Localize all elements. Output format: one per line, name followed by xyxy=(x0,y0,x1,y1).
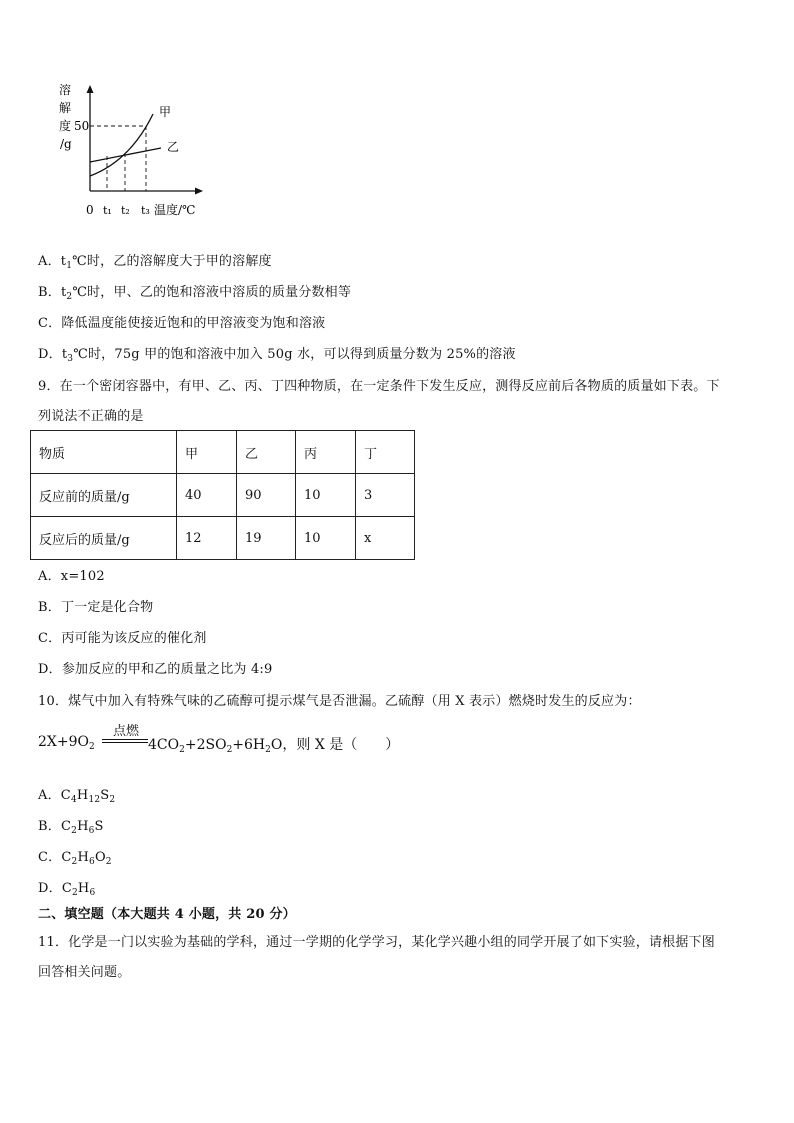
y-axis-arrow xyxy=(87,85,94,93)
table-cell: 19 xyxy=(237,517,296,560)
y-tick-50: 50 xyxy=(74,119,90,133)
y-label-char-1: 溶 xyxy=(59,83,72,97)
table-header-cell: 丁 xyxy=(356,431,415,474)
option-letter: D． xyxy=(38,347,62,362)
q8-option-d[interactable]: D．$t_3℃$时，75g 甲的饱和溶液中加入 50g 水，可以得到质量分数为 25%的溶液 xyxy=(38,347,516,364)
curve-jia xyxy=(90,114,153,176)
table-cell: 40 xyxy=(177,474,237,517)
q9-option-b[interactable]: B．丁一定是化合物 xyxy=(38,600,154,615)
q9-option-a[interactable]: A．x=102 xyxy=(38,569,105,584)
series-label-jia: 甲 xyxy=(159,105,172,119)
table-row xyxy=(31,474,415,517)
section-title-fill-in: 二、填空题（本大题共 4 小题，共 20 分） xyxy=(38,907,296,922)
option-letter: C． xyxy=(38,316,62,331)
x-tick-t3: t₃ xyxy=(141,204,150,217)
table-header-cell: 物质 xyxy=(31,431,177,474)
q10-option-a[interactable]: A．$C_4H_{12}S_2$ xyxy=(38,788,116,805)
y-label-char-2: 解 xyxy=(59,101,72,115)
equation-right: $4CO_2+2SO_2+6H_2O$，则 X 是（ ） xyxy=(148,737,400,755)
equation-bar-bottom xyxy=(102,742,148,743)
table-header-cell: 甲 xyxy=(177,431,237,474)
guide-lines xyxy=(90,126,146,191)
table-cell: 反应前的质量/g xyxy=(31,474,177,517)
chart-axes xyxy=(90,90,198,191)
q10-option-d[interactable]: D．$C_2H_6$ xyxy=(38,881,96,898)
mass-table xyxy=(30,430,415,560)
x-tick-t1: t₁ xyxy=(103,204,112,217)
table-cell: 10 xyxy=(296,517,356,560)
q10-option-b[interactable]: B．$C_2H_6S$ xyxy=(38,819,104,836)
solubility-chart xyxy=(55,78,215,223)
option-letter: B． xyxy=(38,285,61,300)
x-axis-arrow xyxy=(195,188,203,195)
x-tick-0: 0 xyxy=(86,203,94,217)
q10-stem: 10．煤气中加入有特殊气味的乙硫醇可提示煤气是否泄漏。乙硫醇（用 X 表示）燃烧时发生的反应为： xyxy=(38,694,641,709)
q8-option-a[interactable]: A．$t_1℃$时，乙的溶解度大于甲的溶解度 xyxy=(38,254,272,271)
table-cell: 3 xyxy=(356,474,415,517)
q9-stem-line2: 列说法不正确的是 xyxy=(38,409,144,424)
table-header-row xyxy=(31,431,415,474)
table-cell: x xyxy=(356,517,415,560)
q11-stem-line1: 11．化学是一门以实验为基础的学科，通过一学期的化学学习，某化学兴趣小组的同学开展了如下实验，请根据下图 xyxy=(38,935,715,950)
table-cell: 10 xyxy=(296,474,356,517)
q11-stem-line2: 回答相关问题。 xyxy=(38,965,131,980)
equation-bar-top xyxy=(102,739,148,740)
q8-option-b[interactable]: B．$t_2℃$时，甲、乙的饱和溶液中溶质的质量分数相等 xyxy=(38,285,352,302)
q9-stem-line1: 9．在一个密闭容器中，有甲、乙、丙、丁四种物质，在一定条件下发生反应，测得反应前后各物质的质量如下表。下 xyxy=(38,379,720,394)
table-cell: 反应后的质量/g xyxy=(31,517,177,560)
table-cell: 90 xyxy=(237,474,296,517)
q9-option-c[interactable]: C．丙可能为该反应的催化剂 xyxy=(38,631,207,646)
x-axis-label: 温度/℃ xyxy=(154,203,196,217)
equation-left: $2X+9O_2$ xyxy=(38,734,95,752)
q8-option-c[interactable]: C．降低温度能使接近饱和的甲溶液变为饱和溶液 xyxy=(38,316,326,331)
reaction-condition: 点燃 xyxy=(112,724,139,739)
x-tick-t2: t₂ xyxy=(121,204,130,217)
y-label-char-3: 度 xyxy=(59,119,72,133)
table-header-cell: 乙 xyxy=(237,431,296,474)
q10-option-c[interactable]: C．$C_2H_6O_2$ xyxy=(38,850,112,867)
y-label-char-4: /g xyxy=(60,137,72,151)
table-header-cell: 丙 xyxy=(296,431,356,474)
series-label-yi: 乙 xyxy=(167,140,180,154)
table-cell: 12 xyxy=(177,517,237,560)
q9-option-d[interactable]: D．参加反应的甲和乙的质量之比为 4:9 xyxy=(38,662,273,677)
curve-yi xyxy=(90,148,161,162)
option-letter: A． xyxy=(38,254,61,269)
table-row xyxy=(31,517,415,560)
